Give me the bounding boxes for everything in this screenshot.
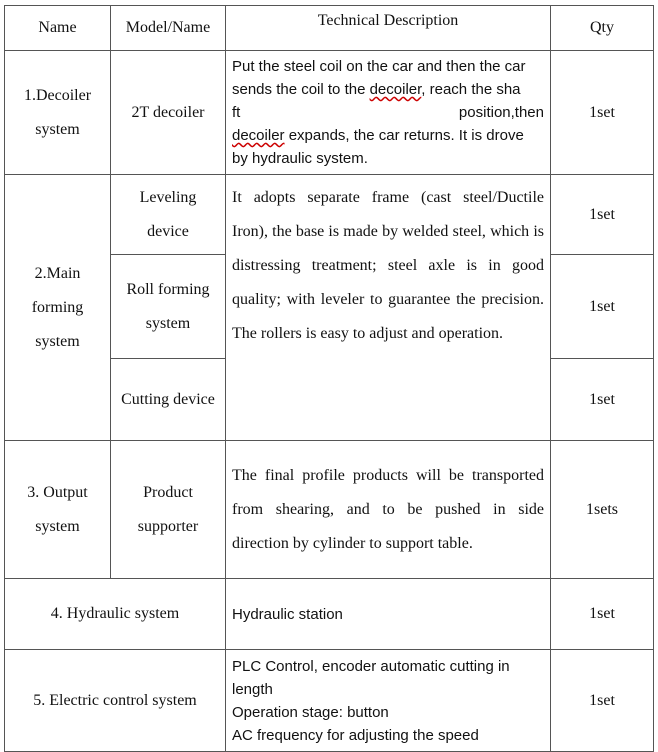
row-output bbox=[5, 441, 654, 579]
hydraulic-qty: 1set bbox=[551, 579, 654, 650]
decoiler-desc-word-decoiler-2: decoiler bbox=[232, 127, 285, 144]
leveling-model: Leveling device bbox=[111, 175, 226, 255]
cutting-qty: 1set bbox=[551, 359, 654, 441]
decoiler-desc-line-2: sends the coil to the bbox=[232, 81, 370, 98]
main-forming-description: It adopts separate frame (cast steel/Ductile Iron), the base is made by welded steel, which is distressing treatment; steel axle is in good quality; with leveler to guarantee the precision. The rollers is easy to adjust and operation. bbox=[226, 175, 551, 441]
hydraulic-description: Hydraulic station bbox=[226, 579, 551, 650]
decoiler-desc-line-3b: position,then bbox=[458, 104, 544, 121]
header-qty: Qty bbox=[551, 6, 654, 51]
decoiler-model-label: 2T decoiler bbox=[131, 103, 205, 121]
output-qty: 1sets bbox=[551, 441, 654, 579]
decoiler-description bbox=[226, 51, 551, 175]
cutting-model: Cutting device bbox=[111, 359, 226, 441]
equipment-spec-table bbox=[4, 5, 654, 752]
roll-forming-model: Roll forming system bbox=[111, 255, 226, 359]
output-name: 3. Output system bbox=[5, 441, 111, 579]
main-forming-name: 2.Main forming system bbox=[5, 175, 111, 441]
header-model: Model/Name bbox=[111, 6, 226, 51]
electric-desc-line-1: PLC Control, encoder automatic cutting in length bbox=[232, 657, 510, 698]
hydraulic-name: 4. Hydraulic system bbox=[5, 579, 226, 650]
decoiler-desc-line-2b: , reach the sha bbox=[421, 81, 521, 98]
electric-name: 5. Electric control system bbox=[5, 650, 226, 752]
decoiler-desc-word-decoiler-1: decoiler bbox=[369, 81, 422, 98]
spec-table-wrapper bbox=[4, 5, 654, 752]
decoiler-qty: 1set bbox=[551, 51, 654, 175]
row-decoiler bbox=[5, 51, 654, 175]
electric-description bbox=[226, 650, 551, 752]
leveling-qty: 1set bbox=[551, 175, 654, 255]
decoiler-desc-line-1: Put the steel coil on the car and then the car bbox=[232, 58, 526, 75]
decoiler-name: 1.Decoiler system bbox=[5, 51, 111, 175]
row-electric bbox=[5, 650, 654, 752]
header-row bbox=[5, 6, 654, 51]
decoiler-desc-line-5: by hydraulic system. bbox=[232, 150, 368, 167]
header-description: Technical Description bbox=[226, 6, 551, 51]
roll-forming-qty: 1set bbox=[551, 255, 654, 359]
electric-qty: 1set bbox=[551, 650, 654, 752]
decoiler-desc-line-4: expands, the car returns. It is drove bbox=[284, 127, 524, 144]
electric-desc-line-3: AC frequency for adjusting the speed bbox=[232, 726, 479, 744]
output-model: Product supporter bbox=[111, 441, 226, 579]
electric-desc-line-2: Operation stage: button bbox=[232, 703, 389, 721]
row-hydraulic bbox=[5, 579, 654, 650]
row-leveling bbox=[5, 175, 654, 255]
decoiler-model bbox=[111, 51, 226, 175]
output-description: The final profile products will be transported from shearing, and to be pushed in side direction by cylinder to support table. bbox=[226, 441, 551, 579]
header-name: Name bbox=[5, 6, 111, 51]
decoiler-desc-line-3a: ft bbox=[232, 104, 241, 121]
